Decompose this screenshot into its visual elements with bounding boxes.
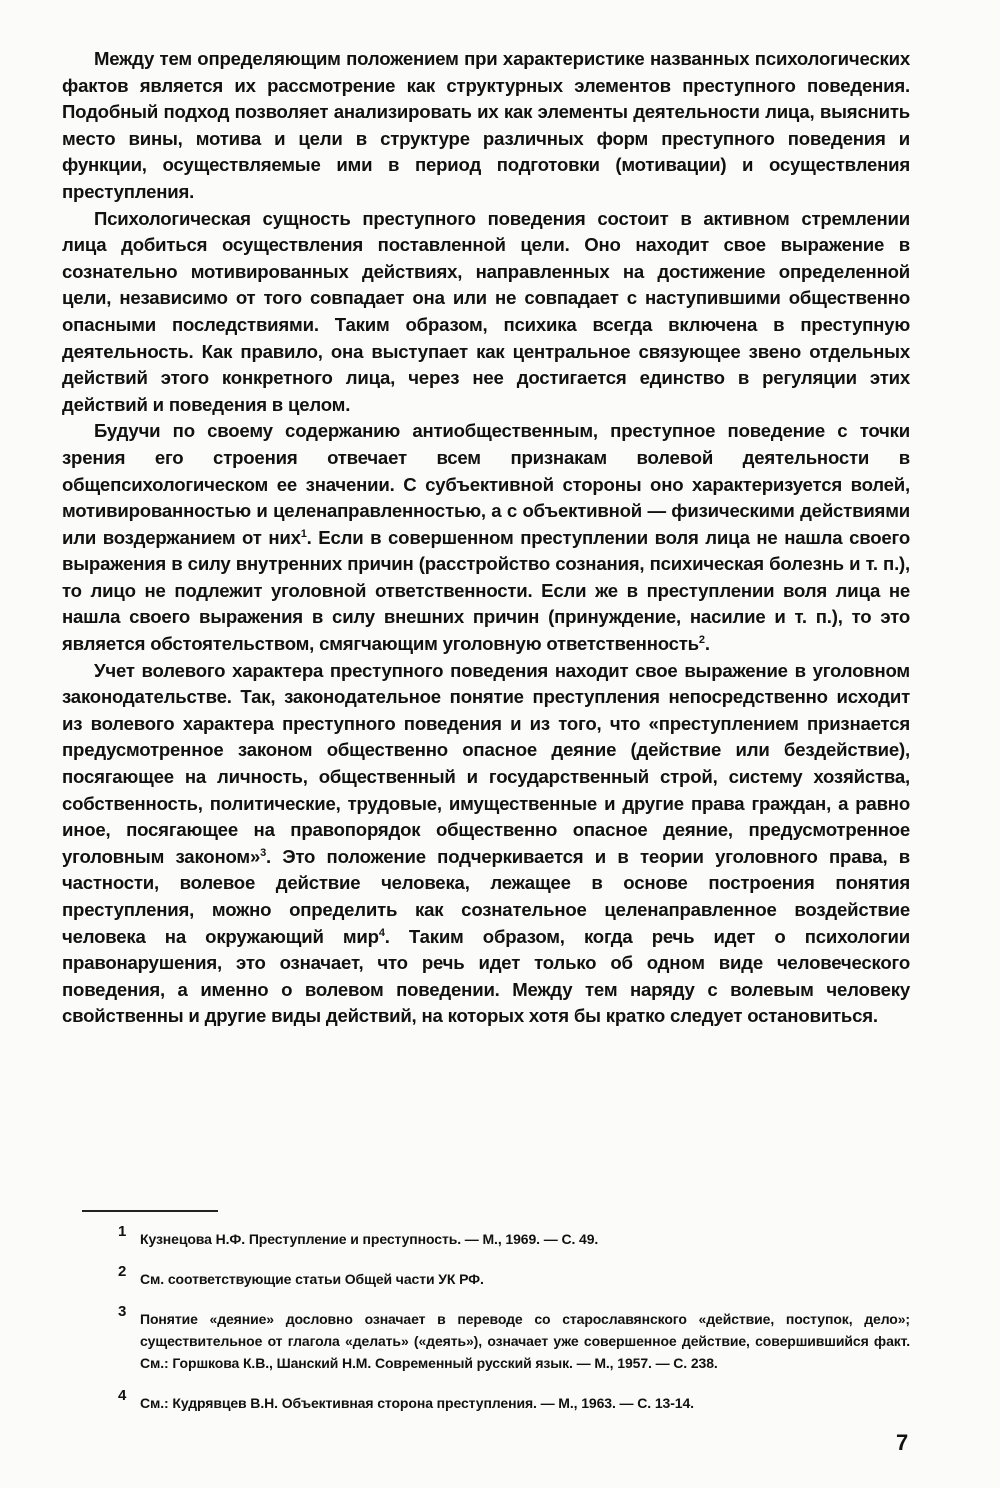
footnote-2 [118,1263,910,1290]
footnote-1 [118,1223,910,1250]
main-text [62,46,910,1030]
footnote-ref-3: 3 [260,846,267,859]
paragraph-1: Между тем определяющим положением при характеристике названных психологических фактов является их рассмотрение как структурных элементов преступного поведения. Подобный подход позволяет анализировать их как элементы деятельности лица, выяснить место вины, мотива и цели в структуре различных форм преступного поведения и функции, осуществляемые ими в период подготовки (мотивации) и осуществления преступления. [62,48,910,202]
paragraph-3 [62,418,910,657]
footnote-ref-2: 2 [698,633,705,646]
footnote-number-1: 1 [118,1223,127,1240]
footnote-3 [118,1303,910,1374]
footnote-number-4: 4 [118,1387,127,1404]
paragraph-2: Психологическая сущность преступного поведения состоит в активном стремлении лица добиться осуществления поставленной цели. Оно находит свое выражение в сознательно мотивированных действиях, направленных на достижение определенной цели, независимо от того совпадает она или не совпадает с наступившими общественно опасными последствиями. Таким образом, психика всегда включена в преступную деятельность. Как правило, она выступает как центральное связующее звено отдельных действий этого конкретного лица, через нее достигается единство в регуляции этих действий и поведения в целом. [62,207,910,415]
paragraph-3-text-before: Будучи по своему содержанию антиобщественным, преступное поведение с точки зрения его строения отвечает всем признакам волевой деятельности в общепсихологическом ее значении. С субъективной стороны оно характеризуется волей, мотивированностью и целенаправленностью, а с объективной — физическими действиями или воздержанием от них [62,420,910,548]
paragraph-4-text-before: Учет волевого характера преступного поведения находит свое выражение в уголовном законодательстве. Так, законодательное понятие преступления непосредственно исходит из волевого характера преступного поведения и из того, что «преступлением признается предусмотренное законом общественно опасное деяние (действие или бездействие), посягающее на личность, общественный и государственный строй, систему хозяйства, собственность, политические, трудовые, имущественные и другие права граждан, а равно иное, посягающее на правопорядок общественно опасное деяние, предусмотренное уголовным законом» [62,659,910,867]
footnote-4 [118,1387,910,1414]
page-number: 7 [896,1430,909,1455]
footnote-divider [82,1210,218,1212]
footnote-number-3: 3 [118,1303,127,1320]
footnote-text-3: Понятие «деяние» дословно означает в переводе со старославянского «действие, поступок, дело»; существительное от глагола «делать» («деять»), означает уже совершенное действие, совершившийся факт. См.: Горшкова К.В., Шанский Н.М. Современный русский язык. — М., 1957. — С. 238. [140,1311,910,1371]
footnote-number-2: 2 [118,1263,127,1280]
paragraph-3-text-middle: . Если в совершенном преступлении воля лица не нашла своего выражения в силу внутренних причин (расстройство сознания, психическая болезнь и т. п.), то лицо не подлежит уголовной ответственности. Если же в преступлении воля лица не нашла своего выражения в силу внешних причин (принуждение, насилие и т. п.), то это является обстоятельством, смягчающим уголовную ответственность [62,526,910,655]
paragraph-4-text-after: . Таким образом, когда речь идет о психологии правонарушения, это означает, что речь идет только об одном виде человеческого поведения, а именно о волевом поведении. Между тем наряду с волевым человеку свойственны и другие виды действий, на которых хотя бы кратко следует остановиться. [62,925,911,1027]
footnotes [118,1223,910,1432]
footnote-text-1: Кузнецова Н.Ф. Преступление и преступность. — М., 1969. — С. 49. [140,1231,599,1247]
paragraph-4 [62,658,910,1030]
footnote-text-4: См.: Кудрявцев В.Н. Объективная сторона преступления. — М., 1963. — С. 13-14. [140,1395,694,1411]
footnote-ref-4: 4 [378,926,385,939]
footnote-text-2: См. соответствующие статьи Общей части УК РФ. [140,1271,484,1287]
footnote-ref-1: 1 [300,527,307,540]
paragraph-3-text-after: . [704,633,710,655]
paragraph-4-text-middle: . Это положение подчеркивается и в теории уголовного права, в частности, волевое действие человека, лежащее в основе построения понятия преступления, можно определить как сознательное целенаправленное воздействие человека на окружающий мир [62,845,911,947]
